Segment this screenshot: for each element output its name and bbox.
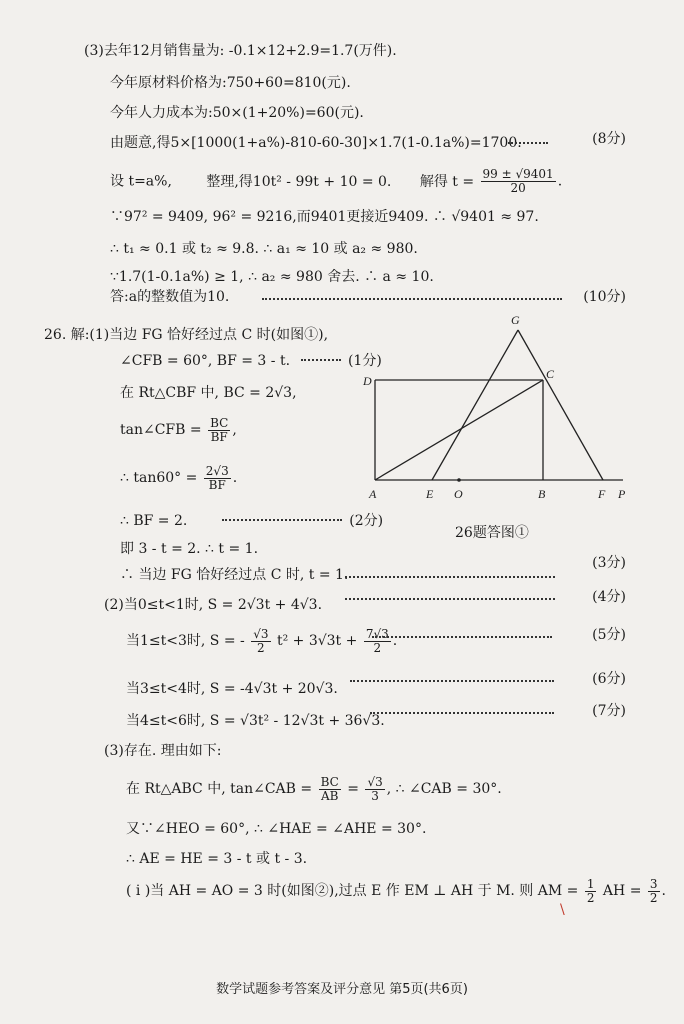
- dot-leader: [372, 636, 552, 638]
- line-answer: 答:a的整数值为10.: [110, 289, 230, 305]
- q26-p3-tan: [126, 774, 502, 804]
- q26-t-line: 即 3 - t = 2. ∴ t = 1.: [120, 541, 259, 557]
- case-i-post: .: [661, 883, 666, 899]
- solution-den: 20: [510, 181, 526, 195]
- case-i-den2: 2: [649, 890, 658, 905]
- solution-fraction: [481, 168, 556, 195]
- solve-text: 解得 t =: [419, 173, 475, 190]
- q26-p2-case4: 当4≤t<6时, S = √3t² - 12√3t + 36√3.: [126, 713, 385, 729]
- case2-mid: t² + 3√3t +: [276, 633, 358, 649]
- tan60-den: BF: [208, 477, 226, 492]
- p3-frac2: [365, 776, 384, 803]
- line-equation: 由题意,得5×[1000(1+a%)-810-60-30]×1.7(1-0.1a%)=1700.: [110, 135, 522, 151]
- tan-pre: tan∠CFB =: [120, 422, 202, 438]
- q26-p3-ae: ∴ AE = HE = 3 - t 或 t - 3.: [126, 851, 308, 867]
- figure-caption: 26题答图①: [455, 525, 529, 541]
- case2-num2: 7√3: [365, 626, 389, 641]
- q26-tan60-line: [120, 464, 237, 492]
- case2-pre: 当1≤t<3时, S = -: [126, 633, 245, 649]
- case-i-frac2: [648, 878, 660, 905]
- substitute-text: 设 t=a%,: [110, 173, 172, 190]
- segment-AC: [375, 380, 543, 480]
- tan60-pre: ∴ tan60° =: [120, 470, 198, 486]
- tan-post: ,: [232, 422, 237, 438]
- case2-post: .: [392, 633, 398, 649]
- red-check-mark: \: [560, 902, 565, 918]
- line-substitute: 设 t=a%, 整理,得10t² - 99t + 10 = 0. 解得 t = $\frac{99 \pm √9401}{20}$ .: [110, 167, 563, 195]
- line-material-price: 今年原材料价格为:750+60=810(元).: [110, 75, 351, 91]
- line-approx-sqrt: ∵97² = 9409, 96² = 9216,而9401更接近9409. ∴ √9401 ≈ 97.: [110, 209, 539, 225]
- label-G: G: [511, 313, 520, 327]
- p3-den2: 3: [371, 788, 379, 803]
- p3-tan-post: , ∴ ∠CAB = 30°.: [386, 781, 502, 797]
- dot-leader: [222, 519, 342, 521]
- segment-EG: [432, 330, 518, 480]
- p3-den1: AB: [320, 788, 339, 803]
- case-i-frac1: [585, 878, 597, 905]
- tan60-post: .: [232, 470, 238, 486]
- p3-tan-pre: 在 Rt△ABC 中, tan∠CAB =: [126, 781, 313, 797]
- line-roots: ∴ t₁ ≈ 0.1 或 t₂ ≈ 9.8. ∴ a₁ ≈ 10 或 a₂ ≈ 980.: [110, 241, 418, 257]
- label-O: O: [454, 487, 463, 501]
- point-O: [457, 478, 461, 482]
- p3-frac1: [319, 776, 341, 803]
- q26-p2-case3: 当3≤t<4时, S = -4√3t + 20√3.: [126, 681, 338, 697]
- score-6: (6分): [592, 671, 626, 687]
- label-F: F: [598, 487, 606, 501]
- angle-text: ∠CFB = 60°, BF = 3 - t.: [120, 353, 291, 369]
- case2-num1: √3: [253, 626, 269, 641]
- bf-text: ∴ BF = 2.: [120, 513, 188, 529]
- geometry-figure-1: [355, 310, 655, 510]
- dot-leader: [345, 576, 555, 578]
- dot-leader: [350, 680, 554, 682]
- score-3: (3分): [592, 555, 626, 571]
- q26-p2-case2: [126, 626, 397, 656]
- q26-angle-line: [120, 352, 382, 370]
- score-7: (7分): [592, 703, 626, 719]
- p3-eq: =: [347, 781, 359, 797]
- case2-den2: 2: [373, 640, 382, 655]
- simplify-text: 整理,得10t² - 99t + 10 = 0.: [206, 173, 392, 190]
- p3-num1: BC: [320, 774, 339, 789]
- score-10: (10分): [583, 289, 626, 305]
- label-E: E: [426, 487, 434, 501]
- p3-num2: √3: [367, 774, 383, 789]
- case2-frac2: [364, 628, 391, 655]
- case2-den1: 2: [257, 640, 265, 655]
- q26-conclusion: ∴ 当边 FG 恰好经过点 C 时, t = 1.: [120, 567, 349, 583]
- dot-leader: [345, 598, 555, 600]
- label-D: D: [363, 374, 372, 388]
- q26-tan-line: [120, 416, 237, 444]
- q26-p2-case1: (2)当0≤t<1时, S = 2√3t + 4√3.: [104, 597, 323, 613]
- q26-bf-line: [120, 512, 383, 530]
- q26-p3-head: (3)存在. 理由如下:: [104, 743, 222, 759]
- page-footer: 数学试题参考答案及评分意见 第5页(共6页): [216, 982, 468, 997]
- line-labor-cost: 今年人力成本为:50×(1+20%)=60(元).: [110, 105, 364, 121]
- tan-num: BC: [210, 415, 229, 430]
- label-A: A: [369, 487, 377, 501]
- dot-leader: [301, 359, 341, 361]
- solution-num: 99 ± √9401: [482, 167, 554, 181]
- tan-den: BF: [210, 429, 228, 444]
- tan60-fraction: [204, 465, 231, 492]
- score-2: (2分): [349, 513, 384, 529]
- q26-p3-angles: 又∵∠HEO = 60°, ∴ ∠HAE = ∠AHE = 30°.: [126, 821, 427, 837]
- line-sales-last-dec: (3)去年12月销售量为: -0.1×12+2.9=1.7(万件).: [84, 43, 397, 59]
- label-B: B: [538, 487, 546, 501]
- score-4: (4分): [592, 589, 626, 605]
- label-P: P: [618, 487, 626, 501]
- segment-GF: [518, 330, 603, 480]
- score-1: (1分): [347, 353, 382, 369]
- q26-heading: 26. 解:(1)当边 FG 恰好经过点 C 时(如图①),: [44, 327, 329, 343]
- case-i-num1: 1: [586, 876, 595, 891]
- score-8: (8分): [592, 131, 626, 147]
- tan60-num: 2√3: [205, 463, 229, 478]
- dot-leader: [370, 712, 554, 714]
- case2-frac1: [251, 628, 270, 655]
- case-i-den1: 2: [586, 890, 595, 905]
- label-C: C: [546, 367, 555, 381]
- q26-rt-triangle: 在 Rt△CBF 中, BC = 2√3,: [120, 385, 297, 401]
- case-i-num2: 3: [649, 876, 658, 891]
- tan-fraction: [208, 417, 230, 444]
- q26-p3-case-i: [126, 876, 666, 906]
- dot-leader: [262, 298, 562, 300]
- line-reject: ∵1.7(1-0.1a%) ≥ 1, ∴ a₂ ≈ 980 舍去. ∴ a ≈ 10.: [110, 269, 434, 285]
- dot-leader: [508, 142, 548, 144]
- case-i-mid: AH =: [602, 883, 642, 899]
- case-i-pre: ( i )当 AH = AO = 3 时(如图②),过点 E 作 EM ⊥ AH 于 M. 则 AM =: [126, 883, 579, 899]
- score-5: (5分): [592, 627, 626, 643]
